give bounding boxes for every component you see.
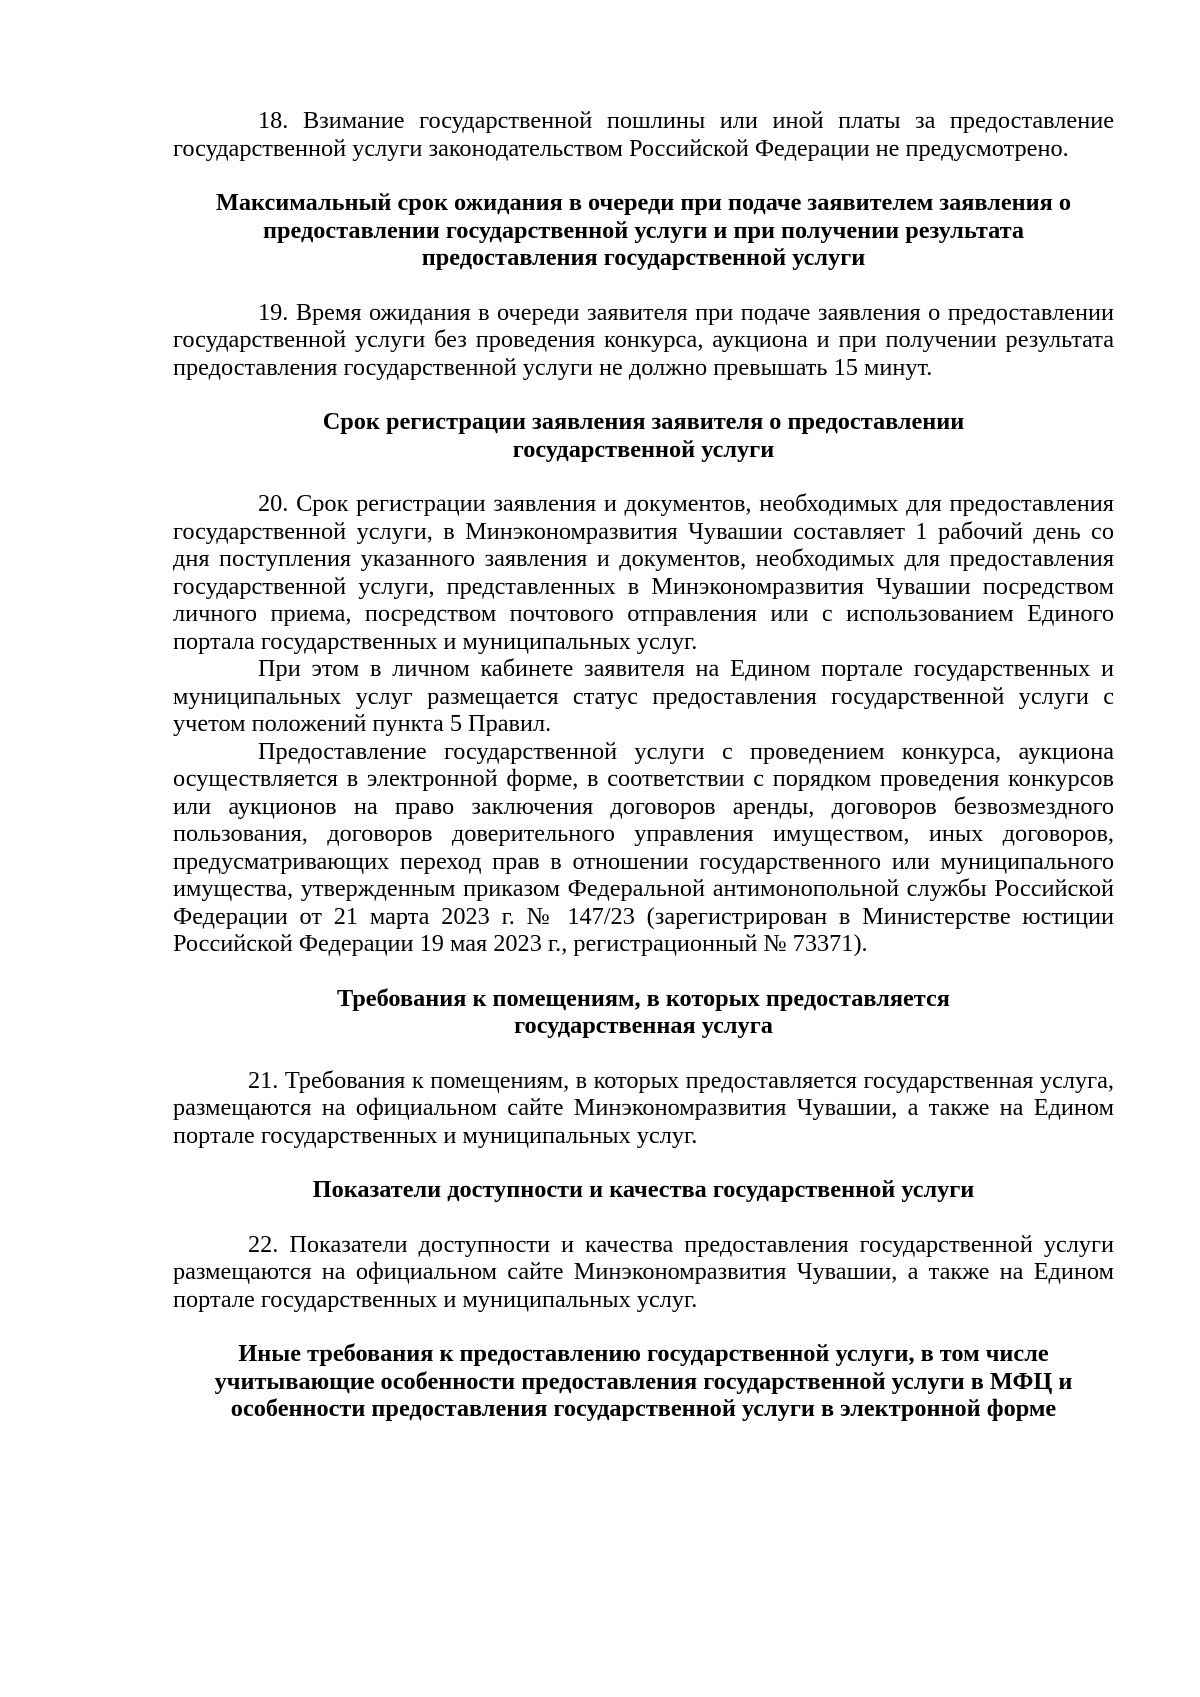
- heading-line: предоставлении государственной услуги и при получении результата: [263, 216, 1024, 244]
- paragraph-19: 19. Время ожидания в очереди заявителя при подаче заявления о предоставлении государственной услуги без проведения конкурса, аукциона и при получении результата предоставления государственной услуги не должно превышать 15 минут.: [173, 298, 1114, 381]
- heading-line: Требования к помещениям, в которых предоставляется: [337, 984, 950, 1012]
- heading-other-requirements: [173, 1340, 1114, 1423]
- heading-line: Срок регистрации заявления заявителя о предоставлении: [322, 408, 965, 435]
- paragraph-20-status: При этом в личном кабинете заявителя на Едином портале государственных и муниципальных услуг размещается статус предоставления государственной услуги с учетом положений пункта 5 Правил.: [173, 655, 1114, 737]
- heading-quality-indicators: [173, 1176, 1114, 1204]
- paragraph-22: 22. Показатели доступности и качества предоставления государственной услуги размещаются на официальном сайте Минэкономразвития Чувашии, а также на Едином портале государственных и муниципальных услуг.: [173, 1230, 1114, 1313]
- paragraph-20: 20. Срок регистрации заявления и документов, необходимых для предоставления государственной услуги, в Минэкономразвития Чувашии составляет 1 рабочий день со дня поступления указанного заявления и документов, необходимых для предоставления государственной услуги, представленных в Минэкономразвития Чувашии посредством личного приема, посредством почтового отправления или с использованием Единого портала государственных и муниципальных услуг.: [173, 490, 1114, 655]
- heading-line: Максимальный срок ожидания в очереди при подаче заявителем заявления о: [215, 189, 1072, 216]
- heading-line: особенности предоставления государственной услуги в электронной форме: [230, 1395, 1057, 1422]
- heading-queue-waiting-time: [173, 189, 1114, 272]
- heading-line: учитывающие особенности предоставления государственной услуги в МФЦ и: [214, 1367, 1073, 1395]
- heading-line: предоставления государственной услуги: [421, 244, 866, 271]
- paragraph-18: 18. Взимание государственной пошлины или иной платы за предоставление государственной услуги законодательством Российской Федерации не предусмотрено.: [173, 107, 1114, 162]
- heading-line: государственная услуга: [514, 1012, 773, 1039]
- heading-line: Иные требования к предоставлению государственной услуги, в том числе: [238, 1340, 1049, 1367]
- paragraph-20-auction: Предоставление государственной услуги с проведением конкурса, аукциона осуществляется в электронной форме, в соответствии с порядком проведения конкурсов или аукционов на право заключения договоров аренды, договоров безвозмездного пользования, договоров доверительного управления имуществом, иных договоров, предусматривающих переход прав в отношении государственного или муниципального имущества, утвержденным приказом Федеральной антимонопольной службы Российской Федерации от 21 марта 2023 г. № 147/23 (зарегистрирован в Министерстве юстиции Российской Федерации 19 мая 2023 г., регистрационный № 73371).: [173, 737, 1114, 957]
- heading-line: Показатели доступности и качества государственной услуги: [312, 1176, 975, 1203]
- heading-registration-period: [173, 408, 1114, 463]
- paragraph-21: 21. Требования к помещениям, в которых предоставляется государственная услуга, размещаются на официальном сайте Минэкономразвития Чувашии, а также на Едином портале государственных и муниципальных услуг.: [173, 1066, 1114, 1149]
- heading-premises-requirements: [173, 985, 1114, 1040]
- heading-line: государственной услуги: [512, 435, 775, 463]
